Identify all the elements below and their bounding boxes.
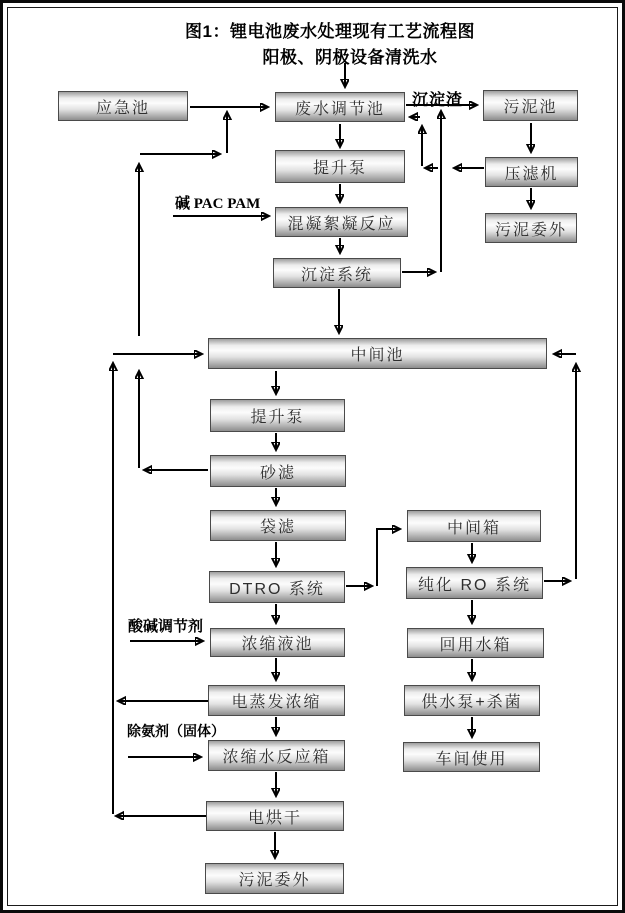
node-electric-evaporation: 电蒸发浓缩	[208, 685, 345, 716]
node-sludge-outsourcing-1: 污泥委外	[485, 213, 577, 243]
diagram-subtitle: 阳极、阴极设备清洗水	[262, 48, 438, 67]
node-electric-drying: 电烘干	[206, 801, 344, 831]
label-ammonia-remover: 除氨剂（固体）	[127, 723, 225, 739]
node-wastewater-regulating-pool: 废水调节池	[275, 92, 405, 122]
node-reuse-water-tank: 回用水箱	[407, 628, 544, 658]
node-concentrate-reaction-tank: 浓缩水反应箱	[208, 740, 345, 771]
node-bag-filter: 袋滤	[210, 510, 346, 541]
node-water-supply-pump: 供水泵+杀菌	[404, 685, 540, 716]
node-coagulation-flocculation: 混凝絮凝反应	[275, 207, 408, 237]
node-dtro-system: DTRO 系统	[209, 571, 345, 603]
node-lift-pump-2: 提升泵	[210, 399, 345, 432]
node-sludge-pool: 污泥池	[483, 90, 578, 121]
node-lift-pump-1: 提升泵	[275, 150, 405, 183]
node-concentrate-pool: 浓缩液池	[210, 628, 345, 657]
node-intermediate-pool: 中间池	[208, 338, 547, 369]
label-acid-alkali-regulator: 酸碱调节剂	[128, 618, 204, 635]
node-workshop-use: 车间使用	[403, 742, 540, 772]
diagram-title: 图1：锂电池废水处理现有工艺流程图	[185, 22, 475, 41]
node-intermediate-tank: 中间箱	[407, 510, 541, 542]
node-purification-ro-system: 纯化 RO 系统	[406, 567, 543, 599]
node-filter-press: 压滤机	[485, 157, 578, 187]
right-column-arrows	[346, 354, 576, 736]
node-emergency-pool: 应急池	[58, 91, 188, 121]
label-sediment-residue: 沉淀渣	[412, 92, 464, 109]
node-sedimentation-system: 沉淀系统	[273, 258, 401, 288]
label-alkali-pac-pam: 碱 PAC PAM	[175, 196, 261, 212]
node-sand-filter: 砂滤	[210, 455, 346, 487]
node-sludge-outsourcing-2: 污泥委外	[205, 863, 344, 894]
